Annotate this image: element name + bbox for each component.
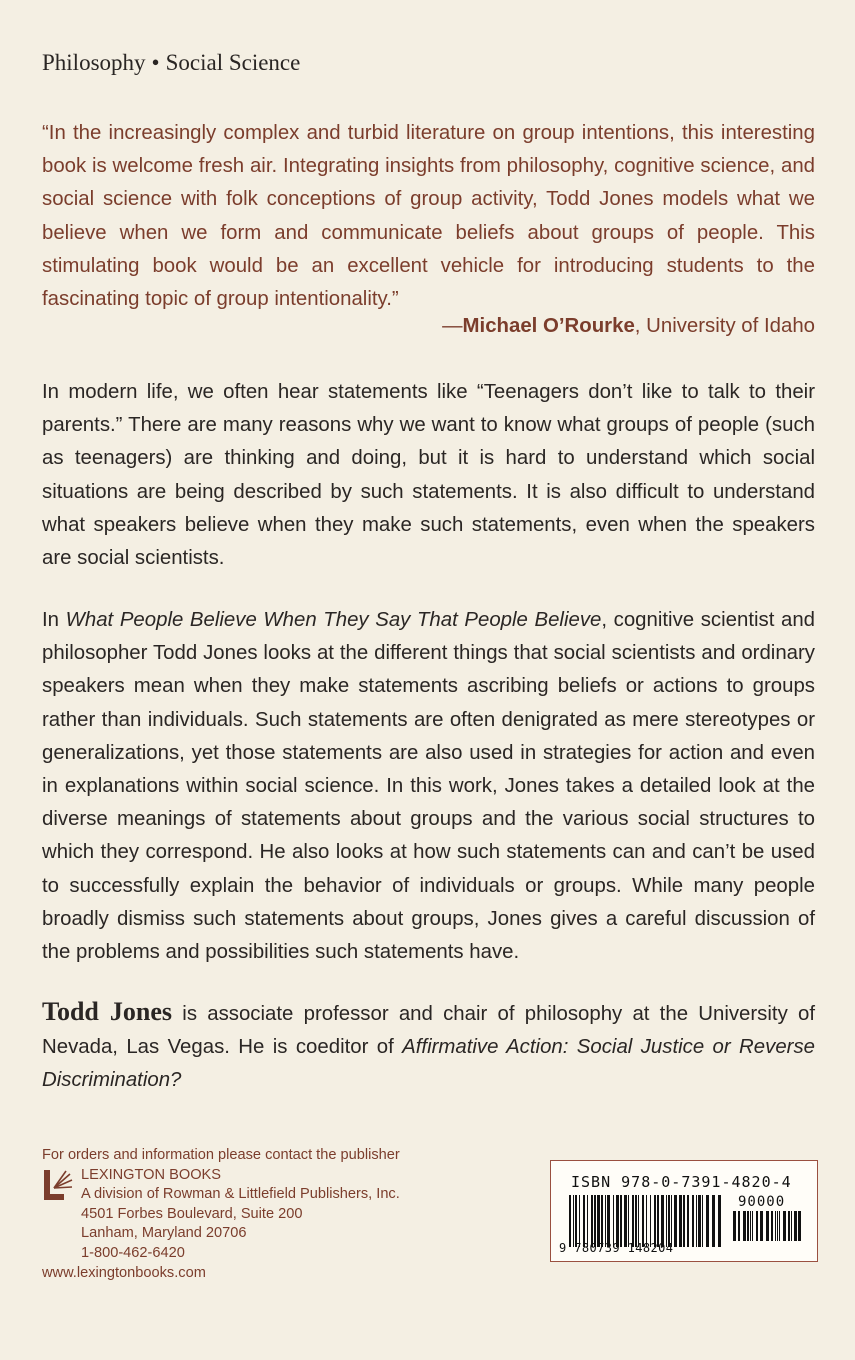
barcode-bar (666, 1195, 667, 1247)
barcode-bar (733, 1211, 736, 1241)
p2-body: , cognitive scientist and philosopher Todd Jones looks at the different things that social scientists and ordinary speakers mean when they make statements ascribing beliefs or actions to groups rather than individuals. Such statements are often denigrated as mere stereotypes or generalizations, yet those statements are also used in strategies for action and even in explanations within social science. In this work, Jones takes a detailed look at the diverse meanings of statements about groups and the various social structures to which they correspond. He also looks at how such statements can and can’t be used to successfully explain the behavior of individuals or groups. While many people broadly dismiss such statements about groups, Jones gives a careful discussion of the problems and possibilities such statements have. (42, 609, 816, 964)
barcode-bar (687, 1195, 689, 1247)
category-philosophy: Philosophy (42, 50, 146, 75)
barcode-bar (650, 1195, 651, 1247)
barcode-bar (718, 1195, 721, 1247)
barcode-bar (706, 1195, 709, 1247)
book-title: What People Believe When They Say That People Believe (65, 609, 602, 631)
publisher-address-1: 4501 Forbes Boulevard, Suite 200 (81, 1205, 303, 1222)
barcode-bar (752, 1211, 753, 1241)
barcode-bar (692, 1195, 694, 1247)
price-code: 90000 (738, 1194, 786, 1210)
bullet-separator: • (151, 50, 160, 75)
barcode-bar (642, 1195, 644, 1247)
barcode-bar (638, 1195, 639, 1247)
barcode-bar (657, 1195, 659, 1247)
barcode-bar (573, 1195, 574, 1247)
barcode-bar (696, 1195, 697, 1247)
barcode-bar (605, 1195, 606, 1247)
barcode-bar (766, 1211, 769, 1241)
barcode-bar (575, 1195, 577, 1247)
barcode-bar (683, 1195, 685, 1247)
barcode-bar (779, 1211, 780, 1241)
barcode-bar (579, 1195, 580, 1247)
publisher-division: A division of Rowman & Littlefield Publishers, Inc. (81, 1186, 400, 1203)
addon-barcode-bars (733, 1211, 805, 1251)
ean-digits: 9 780739 148204 (559, 1241, 674, 1255)
reviewer-affiliation: , University of Idaho (634, 315, 815, 337)
barcode-bar (702, 1195, 703, 1247)
attribution-dash: — (442, 315, 463, 337)
review-attribution (442, 310, 815, 343)
barcode-bar (616, 1195, 619, 1247)
category-social-science: Social Science (165, 50, 301, 75)
lexington-logo-icon (42, 1168, 74, 1202)
publisher-contact (42, 1146, 400, 1283)
reviewer-name: Michael O’Rourke (462, 315, 635, 337)
barcode-bar (788, 1211, 790, 1241)
description-paragraph-1: In modern life, we often hear statements like “Teenagers don’t like to talk to their parents.” There are many reasons why we want to know what groups of people (such as teenagers) are thinking and doing, but it is hard to understand which social situations are being described by such statements. It is also difficult to understand what speakers believe when they make such statements, even when the speakers are social scientists. (42, 381, 815, 570)
author-name: Todd Jones (42, 997, 173, 1026)
p2-intro: In (42, 609, 66, 631)
barcode-bar (679, 1195, 682, 1247)
ean-barcode-bars (569, 1195, 721, 1247)
barcode-bar (569, 1195, 571, 1247)
isbn-barcode (550, 1160, 818, 1262)
barcode-bar (747, 1211, 749, 1241)
barcode-bar (743, 1211, 746, 1241)
barcode-bar (777, 1211, 778, 1241)
publisher-address-2: Lanham, Maryland 20706 (81, 1225, 247, 1242)
category-label (42, 50, 300, 76)
publisher-name: LEXINGTON BOOKS (81, 1166, 222, 1183)
barcode-bar (613, 1195, 614, 1247)
barcode-bar (654, 1195, 656, 1247)
barcode-bar (671, 1195, 672, 1247)
barcode-bar (794, 1211, 797, 1241)
barcode-bar (661, 1195, 664, 1247)
barcode-bar (587, 1195, 588, 1247)
barcode-bar (750, 1211, 751, 1241)
contact-line: For orders and information please contact the publisher (42, 1147, 400, 1163)
barcode-bar (783, 1211, 786, 1241)
barcode-bar (624, 1195, 627, 1247)
coedited-book-title: Affirmative Action: Social Justice or Reverse Discrimination? (42, 1036, 815, 1092)
isbn-number: ISBN 978-0-7391-4820-4 (571, 1173, 792, 1191)
barcode-bar (628, 1195, 629, 1247)
barcode-bar (668, 1195, 670, 1247)
publisher-phone: 1-800-462-6420 (81, 1244, 185, 1261)
barcode-bar (607, 1195, 610, 1247)
barcode-bar (601, 1195, 603, 1247)
barcode-bar (738, 1211, 740, 1241)
barcode-bar (798, 1211, 801, 1241)
barcode-bar (712, 1195, 715, 1247)
barcode-bar (646, 1195, 647, 1247)
barcode-bar (591, 1195, 593, 1247)
barcode-bar (620, 1195, 622, 1247)
barcode-bar (583, 1195, 585, 1247)
barcode-bar (674, 1195, 677, 1247)
barcode-bar (632, 1195, 634, 1247)
barcode-bar (760, 1211, 763, 1241)
barcode-bar (775, 1211, 776, 1241)
barcode-bar (594, 1195, 596, 1247)
author-bio (42, 995, 815, 1098)
author-bio-text: is associate professor and chair of philosophy at the University of Nevada, Las Vegas. He is coeditor of (42, 1003, 815, 1059)
publisher-website: www.lexingtonbooks.com (42, 1264, 206, 1281)
barcode-bar (597, 1195, 600, 1247)
barcode-bar (635, 1195, 637, 1247)
barcode-bar (771, 1211, 773, 1241)
barcode-bar (791, 1211, 792, 1241)
review-quote: “In the increasingly complex and turbid literature on group intentions, this interesting book is welcome fresh air. Integrating insights from philosophy, cognitive science, and social science with folk conceptions of group activity, Todd Jones models what we believe when we form and communicate beliefs about groups of people. This stimulating book would be an excellent vehicle for introducing students to the fascinating topic of group intentionality.” (42, 122, 815, 311)
barcode-bar (756, 1211, 758, 1241)
barcode-bar (698, 1195, 701, 1247)
description-paragraph-2 (42, 604, 815, 969)
